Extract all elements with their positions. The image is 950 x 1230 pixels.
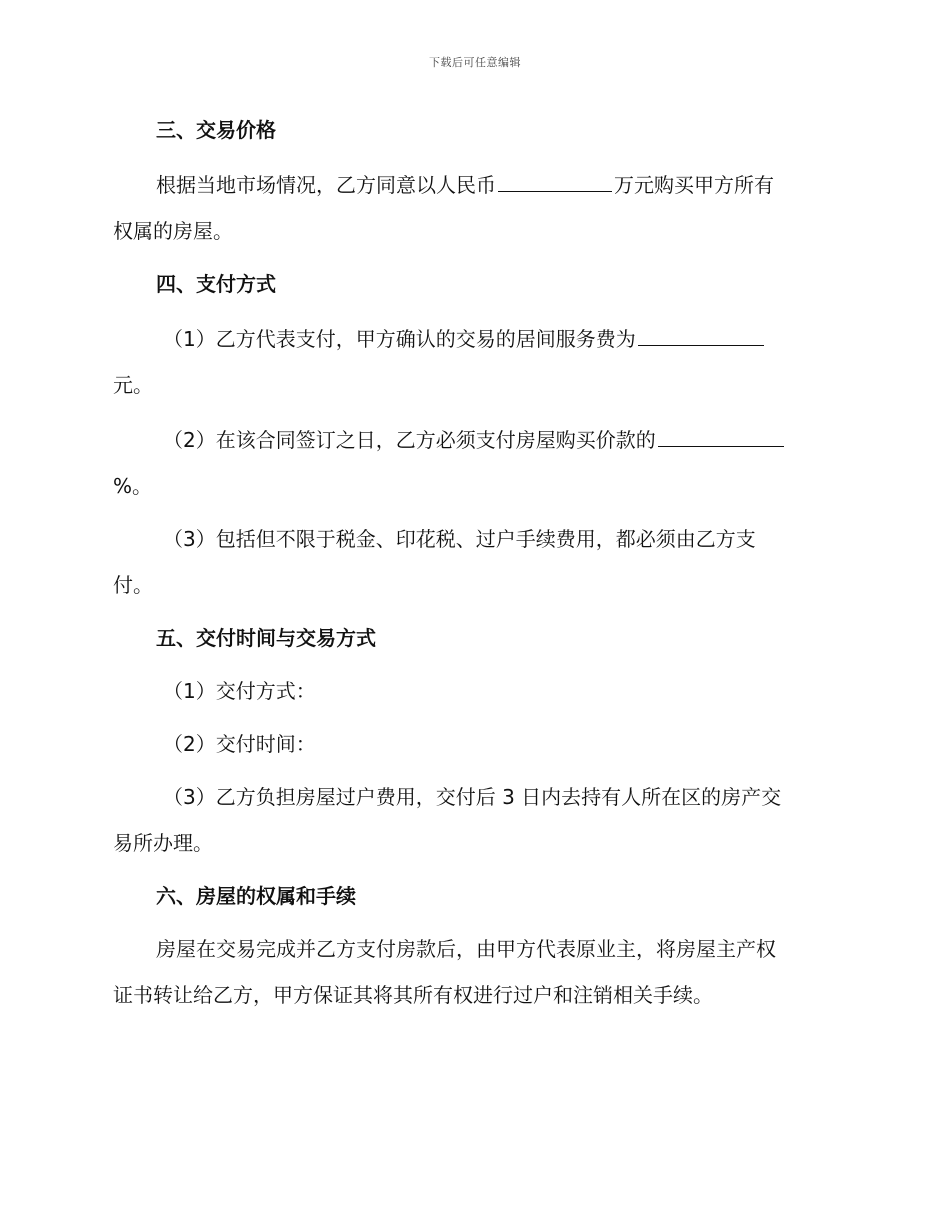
paragraph-line: （2）交付时间： <box>163 732 316 756</box>
payment-item-2 <box>113 424 833 500</box>
paragraph-line: 付。 <box>113 573 153 597</box>
paragraph-line: 易所办理。 <box>113 831 213 855</box>
service-fee-blank-field[interactable] <box>638 323 764 346</box>
page-header: 下载后可任意编辑 <box>429 56 521 69</box>
paragraph-line: （3）乙方负担房屋过户费用，交付后 3 日内去持有人所在区的房产交 <box>163 785 782 809</box>
price-blank-field[interactable] <box>498 169 612 192</box>
document-body <box>113 116 833 1034</box>
section-heading-price: 三、交易价格 <box>156 118 276 142</box>
text-fragment: （2）在该合同签订之日，乙方必须支付房屋购买价款的 <box>163 428 656 452</box>
paragraph-line: 权属的房屋。 <box>113 219 233 243</box>
section-heading-ownership: 六、房屋的权属和手续 <box>156 884 356 908</box>
payment-item-3 <box>113 525 833 599</box>
paragraph-line: （3）包括但不限于税金、印花税、过户手续费用，都必须由乙方支 <box>163 527 756 551</box>
percentage-blank-field[interactable] <box>658 424 784 447</box>
paragraph-line: 房屋在交易完成并乙方支付房款后，由甲方代表原业主，将房屋主产权 <box>156 937 776 961</box>
paragraph-line: （1）交付方式： <box>163 679 316 703</box>
section-heading-delivery: 五、交付时间与交易方式 <box>156 626 376 650</box>
paragraph-line: %。 <box>113 474 153 498</box>
delivery-item-3 <box>113 783 833 857</box>
paragraph-price <box>113 169 833 245</box>
delivery-item-1 <box>113 677 833 705</box>
paragraph-line <box>113 323 833 353</box>
payment-item-1 <box>113 323 833 399</box>
text-fragment: 万元购买甲方所有 <box>614 173 774 197</box>
paragraph-line: 元。 <box>113 373 153 397</box>
delivery-item-2 <box>113 730 833 758</box>
text-fragment: 根据当地市场情况，乙方同意以人民币 <box>156 173 496 197</box>
paragraph-ownership <box>113 935 833 1009</box>
paragraph-line <box>113 424 833 454</box>
section-heading-payment: 四、支付方式 <box>156 272 276 296</box>
paragraph-line: 证书转让给乙方，甲方保证其将其所有权进行过户和注销相关手续。 <box>113 983 713 1007</box>
text-fragment: （1）乙方代表支付，甲方确认的交易的居间服务费为 <box>163 327 636 351</box>
paragraph-line <box>113 169 833 199</box>
